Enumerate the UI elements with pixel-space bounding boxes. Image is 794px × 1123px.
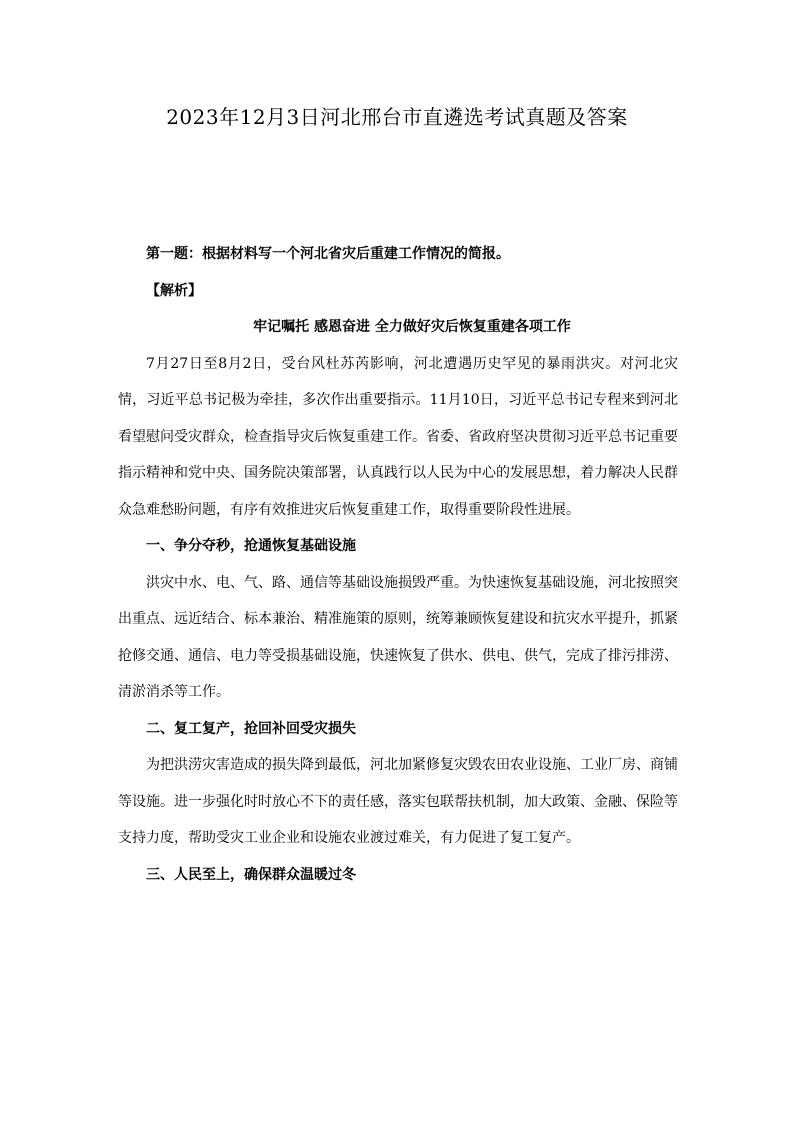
report-title: 牢记嘱托 感恩奋进 全力做好灾后恢复重建各项工作: [253, 319, 571, 335]
analysis-label: 【解析】: [146, 282, 202, 299]
document-title: 2023年12月3日河北邢台市直遴选考试真题及答案: [166, 105, 628, 129]
intro-paragraph: 7月27日至8月2日，受台风杜苏芮影响，河北遭遇历史罕见的暴雨洪灾。对河北灾情，习近平总书记极为牵挂，多次作出重要指示。11月10日，习近平总书记专程来到河北看望慰问受灾群众，检查指导灾后恢复重建工作。省委、省政府坚决贯彻习近平总书记重要指示精神和党中央、国务院决策部署，认真践行以人民为中心的发展思想，着力解决人民群众急难愁盼问题，有序有效推进灾后恢复重建工作，取得重要阶段性进展。: [118, 355, 678, 518]
section-heading-1: 一、争分夺秒，抢通恢复基础设施: [146, 538, 356, 554]
document-body: [118, 236, 678, 893]
section-heading-3: 三、人民至上，确保群众温暖过冬: [146, 866, 356, 883]
question-text: 第一题：根据材料写一个河北省灾后重建工作情况的简报。: [146, 246, 510, 262]
section-paragraph-1: 洪灾中水、电、气、路、通信等基础设施损毁严重。为快速恢复基础设施，河北按照突出重点、远近结合、标本兼治、精准施策的原则，统筹兼顾恢复建设和抗灾水平提升，抓紧抢修交通、通信、电力等受损基础设施，快速恢复了供水、供电、供气，完成了排污排涝、清淤消杀等工作。: [118, 574, 678, 700]
section-paragraph-2: 为把洪涝灾害造成的损失降到最低，河北加紧修复灾毁农田农业设施、工业厂房、商铺等设施。进一步强化时时放心不下的责任感，落实包联帮扶机制，加大政策、金融、保险等支持力度，帮助受灾工业企业和设施农业渡过难关，有力促进了复工复产。: [118, 757, 678, 846]
section-heading-2: 二、复工复产，抢回补回受灾损失: [146, 720, 356, 737]
